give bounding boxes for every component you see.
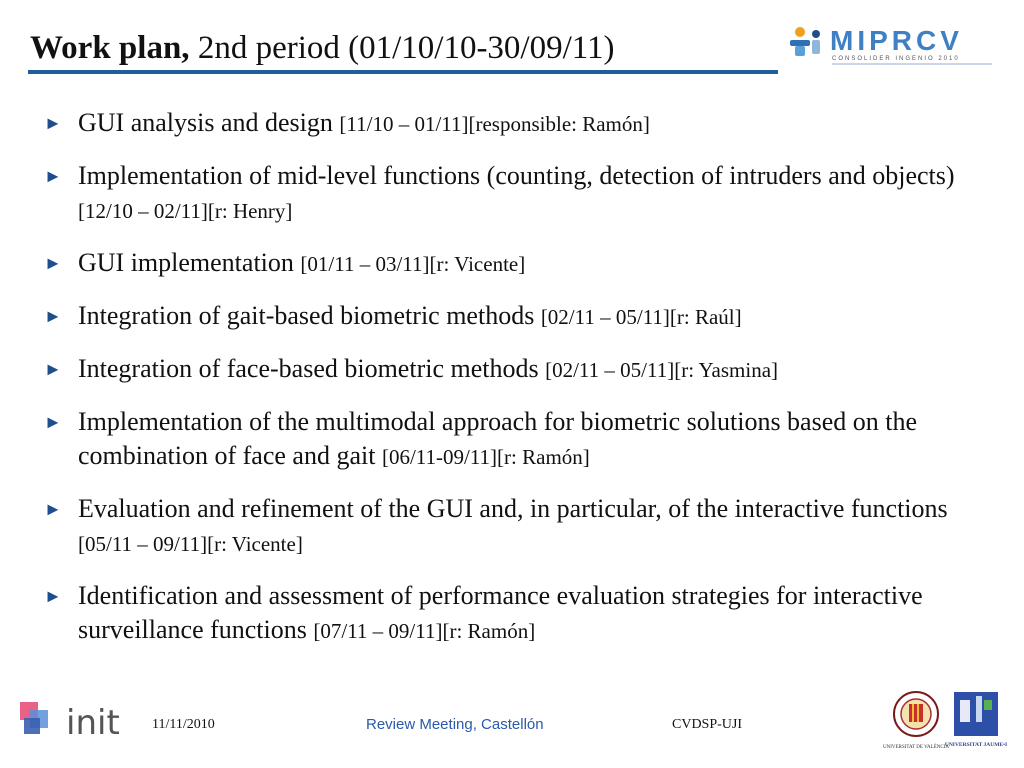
init-logo xyxy=(18,698,130,744)
list-item: ► Implementation of mid-level functions (counting, detection of intruders and objects) [12/10 – 02/11][r: Henry] xyxy=(44,161,955,223)
triangle-right-icon: ► xyxy=(44,499,62,519)
title-bold: Work plan, xyxy=(30,30,190,66)
triangle-right-icon: ► xyxy=(44,359,62,379)
miprcv-logo xyxy=(786,20,1001,70)
triangle-right-icon: ► xyxy=(44,586,62,606)
list-item: ► Integration of face-based biometric methods [02/11 – 05/11][r: Yasmina] xyxy=(44,352,994,387)
list-item: ► Evaluation and refinement of the GUI and, in particular, of the interactive functions [05/11 – 09/11][r: Vicente] xyxy=(44,494,948,556)
list-item: ► Integration of gait-based biometric methods [02/11 – 05/11][r: Raúl] xyxy=(44,299,994,334)
work-plan-list xyxy=(44,106,994,666)
triangle-right-icon: ► xyxy=(44,166,62,186)
triangle-right-icon: ► xyxy=(44,253,62,273)
triangle-right-icon: ► xyxy=(44,412,62,432)
miprcv-logo-text: MIPRCV xyxy=(830,25,963,56)
list-item: ► Identification and assessment of performance evaluation strategies for interactive surveillance functions [07/11 – 09/11][r: Ramón] xyxy=(44,581,923,644)
footer-event: Review Meeting, Castellón xyxy=(366,716,544,733)
list-item: ► GUI implementation [01/11 – 03/11][r: Vicente] xyxy=(44,246,994,281)
footer-department: CVDSP-UJI xyxy=(672,717,743,732)
title-rest: 2nd period (01/10/10-30/09/11) xyxy=(189,30,615,66)
universitat-jaume-logo xyxy=(944,690,1008,756)
slide-title xyxy=(30,28,615,68)
uji-logo-text: UNIVERSITAT JAUME•I xyxy=(944,742,1008,748)
uv-logo-text: UNIVERSITAT DE VALÈNCIA xyxy=(883,745,949,750)
footer-date: 11/11/2010 xyxy=(152,717,215,732)
triangle-right-icon: ► xyxy=(44,306,62,326)
init-logo-text: init xyxy=(66,703,120,743)
list-item: ► GUI analysis and design [11/10 – 01/11][responsible: Ramón] xyxy=(44,106,994,141)
universitat-valencia-logo xyxy=(883,690,949,756)
miprcv-logo-subtitle: CONSOLIDER INGENIO 2010 xyxy=(832,56,960,62)
title-underline xyxy=(28,70,778,74)
list-item: ► Implementation of the multimodal approach for biometric solutions based on the combination of face and gait [06/11-09/11][r: Ramón] xyxy=(44,407,918,470)
triangle-right-icon: ► xyxy=(44,113,62,133)
